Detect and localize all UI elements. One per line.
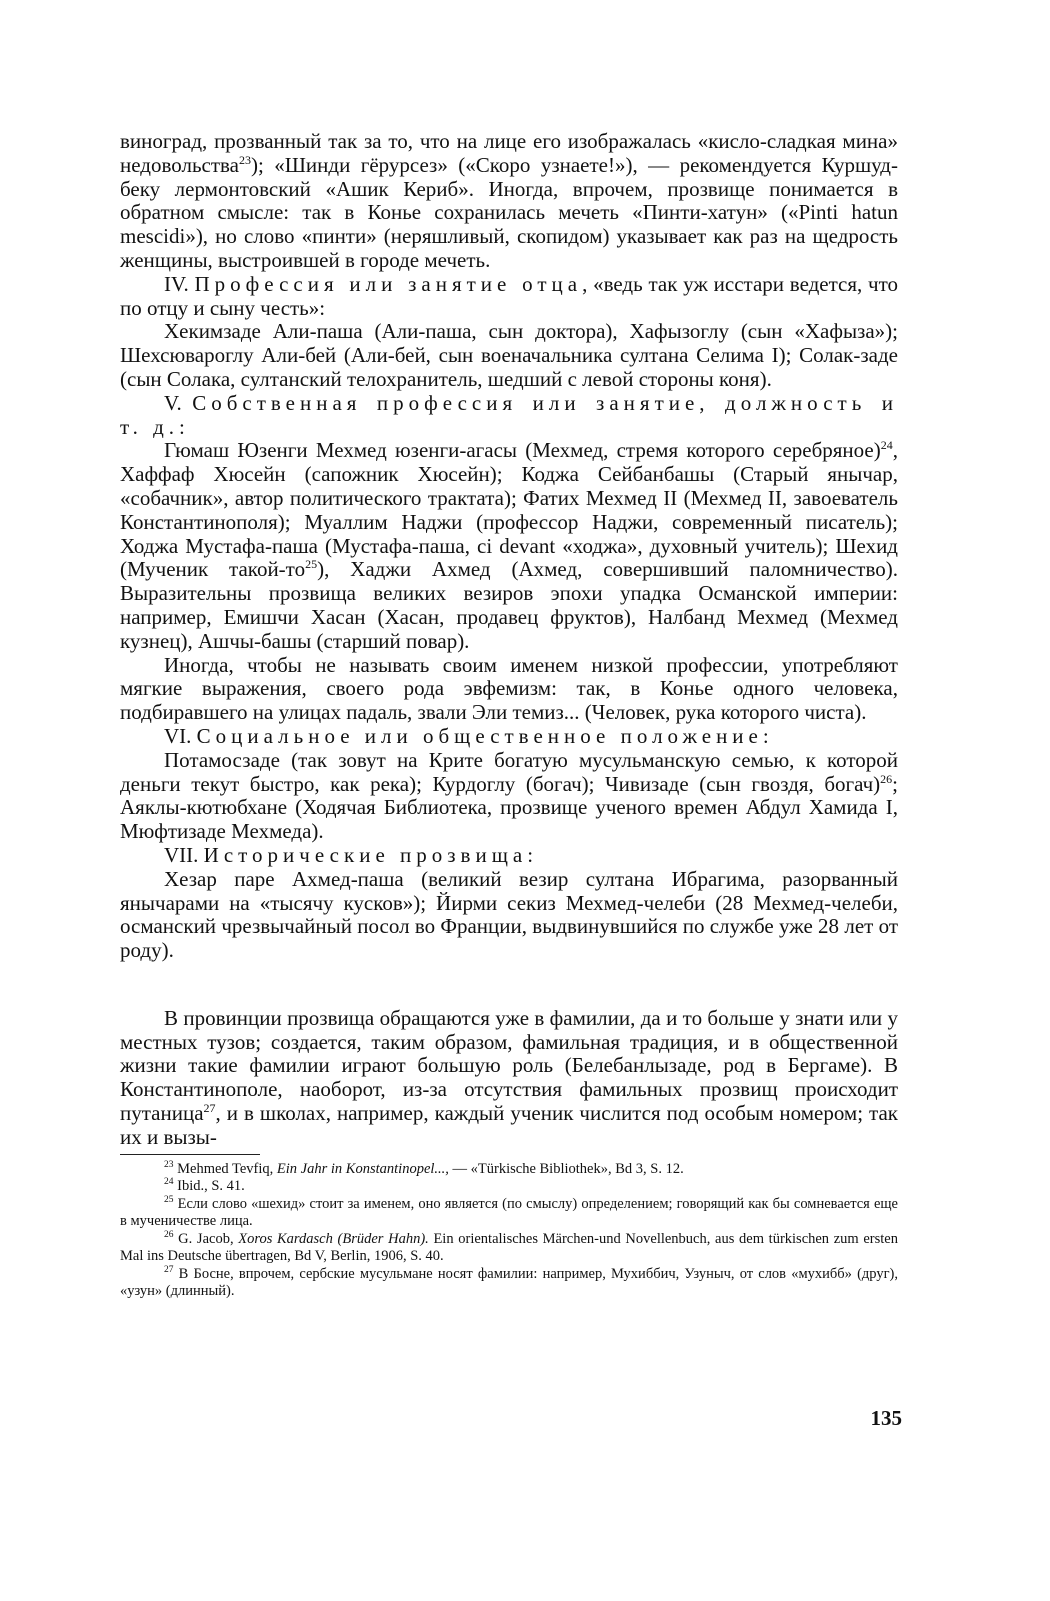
paragraph xyxy=(120,439,898,653)
text-run: Хекимзаде Али-паша (Али-паша, сын доктора), Хафызоглу (сын «Хафыза»); Шехсюварoглу Али-бей (Али-бей, сын военачальника султана Селима I); Солак-заде (сын Солака, султанский телохранитель, шедший с левой стороны коня). xyxy=(120,319,898,391)
text-run: Потамосзаде (так зовут на Крите богатую мусульманскую семью, к которой деньги текут быстро, как река); Курдоглу (богач); Чивизаде (сын гвоздя, богач) xyxy=(120,747,898,796)
text-run: ), Хаджи Ахмед (Ахмед, совершивший паломничество). Выразительны прозвища великих везиров эпохи упадка Османской империи: например, Емишчи Хасан (Хасан, продавец фруктов), Налбанд Мехмед (Мехмед кузнец), Ашчы-башы (старший повар). xyxy=(120,557,898,653)
footnote-ref: 25 xyxy=(164,1194,174,1205)
section-gap xyxy=(120,963,898,1007)
text-run: : xyxy=(762,723,769,748)
text-run: ; Аяклы-кютюбхане (Ходячая Библиотека, прозвище ученого времен Абдул Хамида I, Мюфтизаде Мехмеда). xyxy=(120,771,898,844)
footnote xyxy=(120,1161,898,1179)
footnote-ref: 23 xyxy=(164,1159,174,1170)
paragraph xyxy=(120,868,898,963)
text-run: Ibid., S. 41. xyxy=(173,1178,245,1195)
paragraph xyxy=(120,749,898,844)
text-run: , и в школах, например, каждый ученик числится под особым номером; так их и вызы- xyxy=(120,1101,898,1149)
italic-title: Xoros Kardasch (Brüder Hahn). xyxy=(238,1230,429,1247)
footnotes xyxy=(120,1161,898,1301)
footnote-rule xyxy=(120,1154,260,1155)
text-run: G. Jacob, xyxy=(173,1230,239,1247)
text-run: В Босне, впрочем, сербские мусульмане носят фамилии: например, Мухиббич, Узуныч, от слов «мухибб» (друг), «узун» (длинный). xyxy=(120,1265,898,1300)
footnote-ref: 24 xyxy=(880,438,893,453)
text-run: V. xyxy=(164,390,193,415)
footnote-ref: 25 xyxy=(305,557,318,572)
paragraph xyxy=(120,320,898,391)
text-run: VII. xyxy=(164,842,204,867)
footnote-ref: 23 xyxy=(238,152,251,167)
footnote-ref: 24 xyxy=(164,1177,174,1188)
text-run: ); «Шинди гёрурсез» («Скоро узнаете!»), — рекомендуется Куршуд-беку лермонтовский «Ашик Кериб». Иногда, впрочем, прозвище понимается в обратном смысле: так в Конье сохранилась мечеть «Пинти-хатун» («Pinti hatun mescidi»), но слово «пинти» (неряшливый, скопидом) указывает как раз на щедрость женщины, выстроившей в городе мечеть. xyxy=(120,152,898,272)
text-run: — «Türkische Bibliothek», Bd 3, S. 12. xyxy=(448,1160,684,1177)
spaced-heading: Социальное или общественное положение xyxy=(196,723,763,748)
body-text xyxy=(120,130,898,1150)
footnote-ref: 26 xyxy=(880,771,893,786)
paragraph xyxy=(120,130,898,273)
footnote-ref: 27 xyxy=(203,1101,216,1116)
text-run: VI. xyxy=(164,723,197,748)
footnote-ref: 26 xyxy=(164,1229,174,1240)
page-text xyxy=(120,130,898,1301)
text-run: , «ведь так уж исстари ведется, что по отцу и сыну честь»: xyxy=(120,271,899,320)
text-run: Хезар паре Ахмед-паша (великий везир султана Ибрагима, разорванный янычарами на «тысячу кусков»); Йирми секиз Мехмед-челеби (28 Мехмед-челеби, османский чрезвычайный посол во Франции, выдвинувшийся по службе уже 28 лет от роду). xyxy=(120,866,898,963)
text-run: Если слово «шехид» стоит за именем, оно является (по смыслу) определением; говорящий как бы сомневается еще в мученичестве лица. xyxy=(120,1195,898,1230)
italic-title: Ein Jahr in Konstantinopel..., xyxy=(276,1160,449,1177)
text-run: , Хаффаф Хюсейн (сапожник Хюсейн); Коджа Сейбанбашы (Старый янычар, «собачник», автор политического трактата); Фатих Мехмед II (Мехмед II, завоеватель Константинополя); Муаллим Наджи (профессор Наджи, современный писатель); Ходжа Мустафа-паша (Мустафа-паша, ci devant «ходжа», духовный учитель); Шехид (Мученик такой-то xyxy=(120,438,898,582)
paragraph xyxy=(120,273,898,321)
text-run: Mehmed Tevfiq, xyxy=(173,1160,277,1177)
page-number: 135 xyxy=(870,1406,902,1430)
text-run: В провинции прозвища обращаются уже в фамилии, да и то больше у знати или у местных тузов; создается, таким образом, фамильная традиция, и в общественной жизни такие фамилии играют большую роль (Белебанлызаде, род в Бергаме). В Константинополе, наоборот, из-за отсутствия фамильных прозвищ происходит путаница xyxy=(120,1005,898,1126)
footnote xyxy=(120,1178,898,1196)
text-run: Ein orientalisches Märchen-und Novellenbuch, aus dem türkischen zum ersten Mal ins Deutsche übertragen, Bd V, Berlin, 1906, S. 40. xyxy=(120,1230,898,1265)
text-run: Гюмаш Юзенги Мехмед юзенги-агасы (Мехмед, стремя которого серебряное) xyxy=(164,438,881,463)
spaced-heading: Профессия или занятие отца xyxy=(194,271,583,296)
paragraph xyxy=(120,844,898,868)
text-run: : xyxy=(179,414,185,439)
text-run: IV. xyxy=(164,271,195,296)
text-run: виноград, прозванный так за то, что на лице его изображалась «кисло-сладкая мина» недовольства xyxy=(120,129,898,177)
spaced-heading: Собственная профессия или занятие, должность и т. д. xyxy=(120,390,898,439)
footnote xyxy=(120,1231,898,1266)
footnote-ref: 27 xyxy=(164,1264,174,1275)
spaced-heading: Исторические прозвища xyxy=(203,842,528,867)
footnote xyxy=(120,1266,898,1301)
text-run: : xyxy=(527,842,534,867)
footnote xyxy=(120,1196,898,1231)
paragraph xyxy=(120,654,898,725)
paragraph xyxy=(120,725,898,749)
paragraph xyxy=(120,392,898,440)
text-run: Иногда, чтобы не называть своим именем низкой профессии, употребляют мягкие выражения, своего рода эвфемизм: так, в Конье одного человека, подбиравшего на улицах падаль, звали Эли темиз... (Человек, рука которого чиста). xyxy=(120,652,898,725)
paragraph xyxy=(120,1007,898,1150)
